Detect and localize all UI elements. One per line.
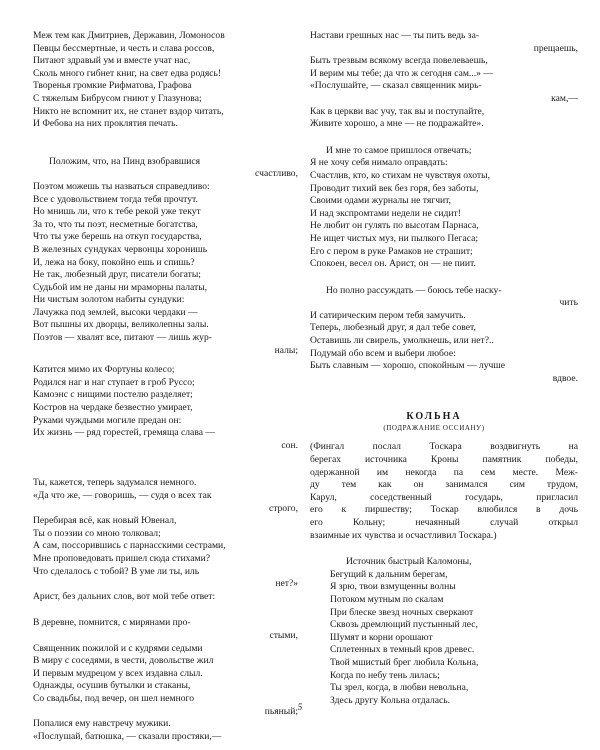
verse-line-carryover: чить xyxy=(559,297,578,309)
kolna-poem xyxy=(310,556,578,707)
verse-line: «Да что же, — говоришь, — судя о всех так xyxy=(33,490,212,501)
verse-line: С тяжелым Бибрусом гниют у Глазунова; xyxy=(33,92,202,104)
verse-line: Спокоен, весел он. Арист, он — не пиит. xyxy=(310,258,476,270)
verse-line: Ни чистым золотом набиты сундуки: xyxy=(33,294,185,306)
verse-line: В деревне, помнится, с мирянами про- xyxy=(33,617,191,629)
verse-line: Его с пером в руке Рамаков не страшит; xyxy=(310,245,473,257)
verse-line: Твой мшистый брег любила Кольна, xyxy=(330,656,479,668)
verse-line: Творенья громкие Рифматова, Графова xyxy=(33,80,192,92)
verse-line: Попалися ему навстречу мужики. xyxy=(33,718,171,730)
verse-line: Но мнишь ли, что к тебе рекой уже текут xyxy=(33,206,201,218)
verse-line: Настави грешных нас — ты пить ведь за- xyxy=(310,30,480,41)
verse-line: Что ты уже берешь на откуп государства, xyxy=(33,231,202,243)
verse-line: Ты зрел, когда, в любви невольна, xyxy=(330,682,469,694)
verse-line: Не ищет чистых муз, ни пылкого Пегаса; xyxy=(310,232,479,244)
prose-line: ду тем как он занимался сим трудом, xyxy=(310,479,578,491)
verse-line-carryover: строго, xyxy=(268,502,298,514)
prose-line: взаимные их чувства и осчастливил Тоскара.) xyxy=(310,529,497,541)
verse-line-carryover: прещаешь, xyxy=(533,42,578,54)
verse-line: Быть славным — хорошо, спокойным — лучше xyxy=(310,360,505,372)
verse-line: Здесь другу Кольна отдалась. xyxy=(330,694,451,706)
verse-line: Никто не вспомнит их, не станет вздор читать, xyxy=(33,105,224,117)
verse-line: Мне проповедовать пришел сюда стихами? xyxy=(33,552,210,564)
right-column xyxy=(310,30,578,707)
verse-line-carryover: нет?» xyxy=(275,578,298,590)
verse-line: Камоэнс с нищими постелю разделяет; xyxy=(33,389,193,401)
verse-line: Своими одами журналы не тягчит, xyxy=(310,195,452,207)
poem-subtitle: (ПОДРАЖАНИЕ ОССИАНУ) xyxy=(383,424,485,433)
verse-line: Ты о поэзии со мною толковал; xyxy=(33,527,161,539)
verse-line-carryover: стыми, xyxy=(269,629,298,641)
verse-line: При блеске звезд ночных сверкают xyxy=(330,606,474,618)
verse-line: Подумай обо всем и выбери любое: xyxy=(310,347,456,359)
verse-line: Вот пышны их дворцы, великолепны залы. xyxy=(33,319,209,331)
verse-line: «Послушай, батюшка, — сказали простяки,— xyxy=(33,730,222,742)
left-column xyxy=(33,30,298,743)
verse-line: Поэтом можешь ты назваться справедливо: xyxy=(33,180,210,192)
verse-line: Проводит тихий век без горя, без заботы, xyxy=(310,182,479,194)
verse-line: Бегущий к дальним берегам, xyxy=(330,568,448,580)
verse-line: Быть трезвым всякому всегда повелеваешь, xyxy=(310,55,488,67)
verse-line: И первым мудрецом у всех издавна слыл. xyxy=(33,667,203,679)
verse-line: Все с удовольствием тогда тебя прочтут. xyxy=(33,193,198,205)
verse-line: Костров на чердаке безвестно умирает, xyxy=(33,402,193,414)
verse-line: И, лежа на боку, покойно ешь и спишь? xyxy=(33,256,195,268)
verse-line-carryover: пьяный; xyxy=(264,705,298,717)
verse-line: И верим мы тебе; да что ж сегодня сам...» — xyxy=(310,67,493,79)
stanza-6 xyxy=(310,30,578,131)
verse-line: Сколь много гибнет книг, на свет едва родясь! xyxy=(33,67,222,79)
verse-line: Сплетенных в темный кров древес. xyxy=(330,644,475,656)
verse-line: Со свадьбы, под вечер, он шел немного xyxy=(33,692,195,704)
prose-line: одержанной им некогда па сем месте. Меж- xyxy=(310,466,578,478)
verse-line: Что сделалось с тобой? В уме ли ты, иль xyxy=(33,565,200,577)
stanza-2 xyxy=(33,156,298,358)
stanza-4 xyxy=(33,477,298,603)
verse-line: Источник быстрый Каломоны, xyxy=(346,556,472,568)
verse-line: Их жизнь — ряд горестей, гремяща слава — xyxy=(33,427,215,439)
verse-line: Не так, любезный друг, писатели богаты; xyxy=(33,269,201,281)
verse-line: Арист, без дальних слов, вот мой тебе ответ: xyxy=(33,590,216,602)
verse-line: Как в церкви вас учу, так вы и поступайте, xyxy=(310,105,485,117)
verse-line: Шумят и корни орошают xyxy=(330,631,433,643)
verse-line: А сам, поссорившись с парнасскими сестрами, xyxy=(33,540,226,552)
verse-line-carryover: кам,— xyxy=(551,92,578,104)
verse-line: Когда по небу тень лилась; xyxy=(330,669,440,681)
stanza-8 xyxy=(310,285,578,386)
verse-line: Родился наг и наг ступает в гроб Руссо; xyxy=(33,376,195,388)
stanza-3 xyxy=(33,364,298,452)
verse-line: И мне то самое пришлося отвечать; xyxy=(326,144,472,156)
verse-line: За то, что ты поэт, несметные богатства, xyxy=(33,218,198,230)
verse-line: Сквозь дремлющий пустынный лес, xyxy=(330,619,478,631)
stanza-5 xyxy=(33,617,298,743)
prose-line: его к пиршеству; Тоскар влюбился в дочь xyxy=(310,504,578,516)
prose-line: его Кольну; нечаянный случай открыл xyxy=(310,517,578,528)
verse-line: Певцы бессмертные, и честь и слава россов, xyxy=(33,42,215,54)
prose-line: (Фингал послал Тоскара воздвигнуть на xyxy=(310,441,578,453)
verse-line: Лачужка под землей, высоки чердаки — xyxy=(33,306,198,318)
verse-line: Живите хорошо, а мне — не подражайте». xyxy=(310,118,484,130)
verse-line: Не любит он гулять по высотам Парнаса, xyxy=(310,220,479,232)
verse-line: Однажды, осушив бутылки и стаканы, xyxy=(33,680,191,692)
verse-line-carryover: налы; xyxy=(274,344,298,356)
verse-line: Перебирая всё, как новый Ювенал, xyxy=(33,515,177,527)
verse-line: И над экспромтами недели не сидит! xyxy=(310,207,461,219)
verse-line: «Послушайте, — сказал священник мирь- xyxy=(310,80,482,92)
verse-line: В железных сундуках червонцы хоронишь xyxy=(33,243,208,255)
prose-line: берегах источника Кроны памятник победы, xyxy=(310,454,578,466)
verse-line: И Фебова на них проклятия печать. xyxy=(33,118,178,130)
stanza-1 xyxy=(33,30,298,131)
verse-line: Я не хочу себя нимало оправдать: xyxy=(310,157,448,169)
verse-line: Ты, кажется, теперь задумался немного. xyxy=(33,477,197,489)
prose-line: Карул, соседственный государь, пригласил xyxy=(310,491,578,503)
argument-paragraph xyxy=(310,441,578,542)
verse-line: Потоком мутным по скалам xyxy=(330,593,444,605)
verse-line-carryover: счастливо, xyxy=(255,168,298,180)
verse-line: Положим, что, на Пинд взобравшися xyxy=(49,155,201,167)
verse-line: В миру с соседями, в чести, довольстве жил xyxy=(33,655,214,667)
verse-line: Судьбой им не даны ни мраморны палаты, xyxy=(33,281,208,293)
page-number: 5 xyxy=(297,702,303,712)
stanza-7 xyxy=(310,145,578,271)
verse-line: Я зрю, твои взмущенны волны xyxy=(330,581,456,593)
verse-line: Поэтов — хвалят все, питают — лишь жур- xyxy=(33,332,212,344)
verse-line: Меж тем как Дмитриев, Державин, Ломоносов xyxy=(33,30,225,41)
verse-line: Теперь, любезный друг, я дал тебе совет, xyxy=(310,322,476,334)
verse-line: Руками чуждыми могиле предан он: xyxy=(33,414,182,426)
verse-line-carryover: сон. xyxy=(281,439,298,451)
verse-line: Но полно рассуждать — боюсь тебе наску- xyxy=(326,284,502,296)
verse-line: Счастлив, кто, ко стихам не чувствуя охоты, xyxy=(310,169,490,181)
verse-line: Питают здравый ум и вместе учат нас, xyxy=(33,55,191,67)
verse-line: Оставишь ли свирель, умолкнешь, или нет?.. xyxy=(310,335,494,347)
poem-title: КОЛЬНА xyxy=(406,411,462,423)
verse-line-carryover: вдвое. xyxy=(552,372,578,384)
verse-line: И сатирическим пером тебя замучить. xyxy=(310,309,466,321)
verse-line: Священник пожилой и с кудрями седыми xyxy=(33,642,203,654)
verse-line: Катится мимо их Фортуны колесо; xyxy=(33,364,175,376)
